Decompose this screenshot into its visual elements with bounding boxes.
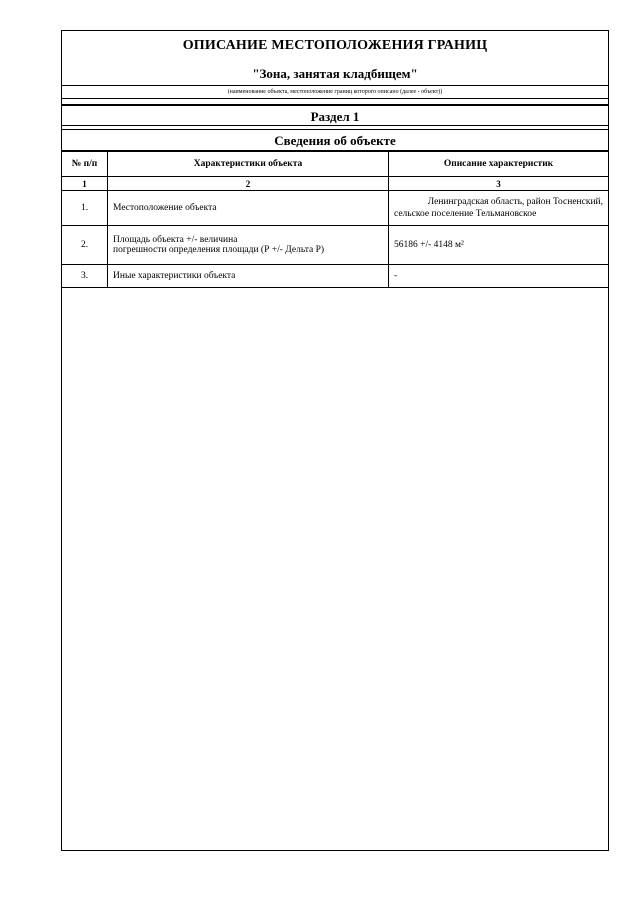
object-note: (наименование объекта, местоположение границ которого описано (далее - объект)) (62, 85, 608, 99)
document-title: ОПИСАНИЕ МЕСТОПОЛОЖЕНИЯ ГРАНИЦ (182, 38, 488, 53)
table-row (62, 265, 609, 288)
row-description: - (389, 265, 609, 288)
description-line: Ленинградская область, район Тосненский, (427, 197, 603, 207)
row-characteristic (108, 226, 389, 265)
object-info-table (61, 151, 609, 288)
column-number-row (62, 177, 609, 191)
column-number: 1 (62, 177, 108, 191)
row-characteristic: Иные характеристики объекта (108, 265, 389, 288)
document-page (61, 30, 609, 851)
column-number: 3 (389, 177, 609, 191)
table-row (62, 191, 609, 226)
header-characteristic: Характеристики объекта (108, 152, 389, 177)
characteristic-line: погрешности определения площади (Р +/- Дельта Р) (113, 245, 325, 255)
header-num: № п/п (62, 152, 108, 177)
row-description: 56186 +/- 4148 м² (389, 226, 609, 265)
column-number: 2 (108, 177, 389, 191)
description-line: сельское поселение Тельмановское (394, 209, 537, 219)
table-row (62, 226, 609, 265)
row-description (389, 191, 609, 226)
characteristic-line: Площадь объекта +/- величина (113, 235, 238, 245)
object-name: "Зона, занятая кладбищем" (252, 66, 418, 81)
row-num: 3. (62, 265, 108, 288)
header-description: Описание характеристик (389, 152, 609, 177)
table-header-row (62, 152, 609, 177)
section-heading: Раздел 1 (62, 105, 608, 126)
title-block (62, 31, 608, 85)
section-title: Сведения об объекте (62, 129, 608, 151)
row-characteristic: Местоположение объекта (108, 191, 389, 226)
row-num: 2. (62, 226, 108, 265)
row-num: 1. (62, 191, 108, 226)
